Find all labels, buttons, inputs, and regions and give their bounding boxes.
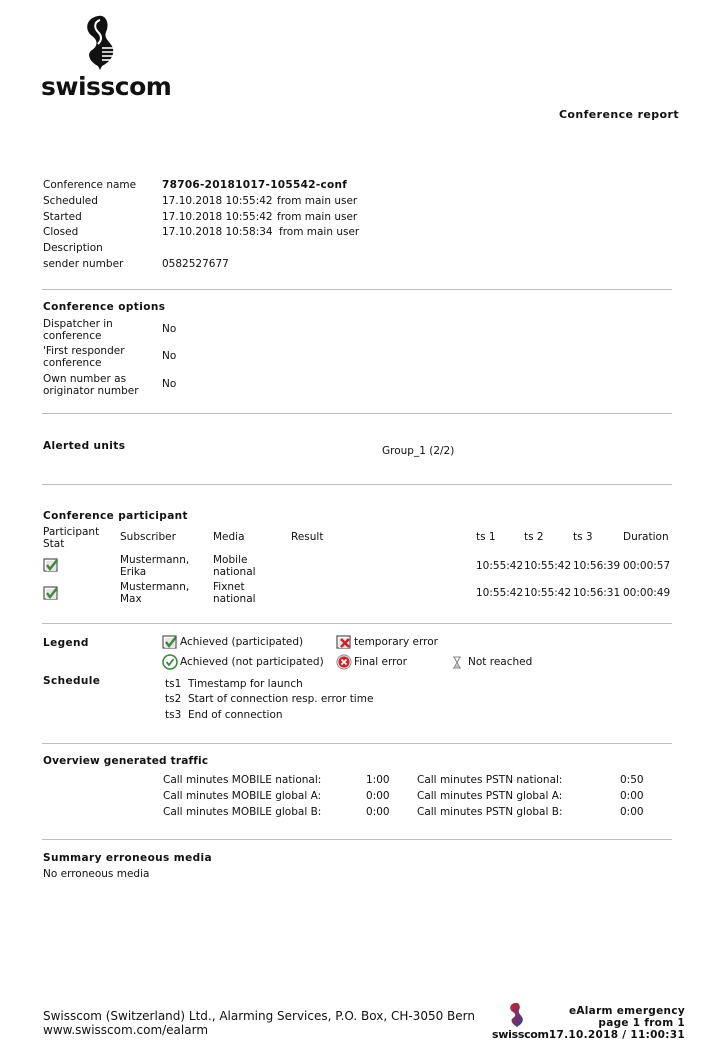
footer-url: www.swisscom.com/ealarm [43, 1023, 209, 1037]
divider [42, 484, 672, 485]
conference-name-value: 78706-20181017-105542-conf [162, 179, 348, 191]
media [213, 581, 256, 605]
traffic-pstn-global-a-label: Call minutes PSTN global A: [417, 790, 563, 802]
closed-value: 17.10.2018 10:58:34 [162, 226, 273, 238]
summary-text: No erroneous media [43, 868, 150, 880]
col-subscriber: Subscriber [120, 531, 176, 543]
started-label: Started [43, 211, 82, 223]
subscriber-name [120, 554, 189, 578]
started-value: 17.10.2018 10:55:42 [162, 211, 273, 223]
traffic-mobile-global-b-value: 0:00 [366, 806, 390, 818]
col-participant-status-line1: Participant [43, 526, 100, 538]
traffic-mobile-global-a-value: 0:00 [366, 790, 390, 802]
sender-number-label: sender number [43, 258, 124, 270]
media-line2: national [213, 593, 256, 605]
subscriber-name-line1: Mustermann, [120, 581, 190, 593]
footer-meta [549, 1005, 685, 1041]
closed-label: Closed [43, 226, 79, 238]
col-participant-status [43, 526, 99, 550]
subscriber-name-line2: Erika [120, 566, 147, 578]
footer-page: page 1 from 1 [598, 1017, 685, 1029]
legend-title: Legend [43, 637, 89, 649]
alerted-units-title: Alerted units [43, 440, 126, 452]
traffic-pstn-national-value: 0:50 [620, 774, 644, 786]
dispatcher-label-line2: conference [43, 330, 102, 342]
own-number-label-line2: originator number [43, 385, 139, 397]
ts3-value: 10:56:39 [573, 560, 621, 572]
first-responder-label [43, 345, 125, 369]
achieved-participated-icon [43, 557, 59, 573]
swisscom-lifeform-icon [506, 1002, 526, 1028]
media-line2: national [213, 566, 256, 578]
achieved-participated-icon [162, 634, 178, 650]
divider [42, 289, 672, 290]
scheduled-label: Scheduled [43, 195, 98, 207]
table-row [0, 580, 707, 606]
col-participant-status-line2: Stat [43, 538, 65, 550]
schedule-ts2: ts2 Start of connection resp. error time [165, 693, 374, 705]
traffic-title: Overview generated traffic [43, 755, 209, 767]
schedule-ts1: ts1 Timestamp for launch [165, 678, 303, 690]
ts1-value: 10:55:42 [476, 587, 524, 599]
ts3-value: 10:56:31 [573, 587, 621, 599]
swisscom-lifeform-icon [76, 12, 126, 74]
own-number-label [43, 373, 139, 397]
scheduled-by: from main user [277, 195, 358, 207]
closed-by: from main user [279, 226, 360, 238]
first-responder-value: No [162, 350, 177, 362]
divider [42, 743, 672, 744]
traffic-pstn-global-b-label: Call minutes PSTN global B: [417, 806, 563, 818]
schedule-ts3: ts3 End of connection [165, 709, 283, 721]
sender-number-value: 0582527677 [162, 258, 229, 270]
table-row [0, 553, 707, 579]
legend-final-error: Final error [354, 656, 407, 668]
dispatcher-value: No [162, 323, 177, 335]
own-number-value: No [162, 378, 177, 390]
divider [42, 413, 672, 414]
swisscom-logo [40, 12, 170, 102]
media [213, 554, 256, 578]
col-ts2: ts 2 [524, 531, 544, 543]
achieved-not-participated-icon [162, 654, 178, 670]
first-responder-label-line2: conference [43, 357, 102, 369]
subscriber-name-line1: Mustermann, [120, 554, 190, 566]
ts1-value: 10:55:42 [476, 560, 524, 572]
achieved-participated-icon [43, 585, 59, 601]
started-by: from main user [277, 211, 358, 223]
legend-achieved-not-participated: Achieved (not participated) [180, 656, 324, 668]
swisscom-wordmark: swisscom [41, 72, 172, 101]
footer-datetime: 17.10.2018 / 11:00:31 [548, 1029, 685, 1041]
subscriber-name-line2: Max [120, 593, 142, 605]
duration-value: 00:00:57 [623, 560, 671, 572]
traffic-pstn-national-label: Call minutes PSTN national: [417, 774, 563, 786]
ts2-value: 10:55:42 [524, 560, 572, 572]
hourglass-icon [451, 656, 463, 669]
col-duration: Duration [623, 531, 669, 543]
traffic-pstn-global-a-value: 0:00 [620, 790, 644, 802]
footer-address: Swisscom (Switzerland) Ltd., Alarming Services, P.O. Box, CH-3050 Bern [43, 1009, 475, 1023]
footer-product: eAlarm emergency [568, 1005, 685, 1017]
description-label: Description [43, 242, 103, 254]
own-number-label-line1: Own number as [43, 373, 127, 385]
conference-participant-title: Conference participant [43, 510, 188, 522]
col-ts1: ts 1 [476, 531, 496, 543]
duration-value: 00:00:49 [623, 587, 671, 599]
footer-logo [488, 1001, 549, 1043]
legend-not-reached: Not reached [468, 656, 533, 668]
traffic-pstn-global-b-value: 0:00 [620, 806, 644, 818]
legend-temporary-error: temporary error [354, 636, 438, 648]
col-media: Media [213, 531, 245, 543]
footer-wordmark: swisscom [492, 1028, 549, 1041]
legend-achieved-participated: Achieved (participated) [180, 636, 304, 648]
final-error-icon [336, 654, 352, 670]
alerted-group: Group_1 (2/2) [382, 445, 455, 457]
schedule-title: Schedule [43, 675, 101, 687]
summary-title: Summary erroneous media [43, 852, 213, 864]
col-ts3: ts 3 [573, 531, 593, 543]
traffic-mobile-national-label: Call minutes MOBILE national: [163, 774, 322, 786]
traffic-mobile-global-b-label: Call minutes MOBILE global B: [163, 806, 322, 818]
dispatcher-label [43, 318, 113, 342]
dispatcher-label-line1: Dispatcher in [43, 318, 113, 330]
traffic-mobile-national-value: 1:00 [366, 774, 390, 786]
divider [42, 839, 672, 840]
report-title: Conference report [558, 108, 679, 121]
ts2-value: 10:55:42 [524, 587, 572, 599]
subscriber-name [120, 581, 189, 605]
media-line1: Fixnet [213, 581, 245, 593]
divider [42, 623, 672, 624]
traffic-mobile-global-a-label: Call minutes MOBILE global A: [163, 790, 322, 802]
conference-options-title: Conference options [43, 301, 166, 313]
first-responder-label-line1: 'First responder [43, 345, 125, 357]
temporary-error-icon [336, 634, 352, 650]
col-result: Result [291, 531, 324, 543]
scheduled-value: 17.10.2018 10:55:42 [162, 195, 273, 207]
media-line1: Mobile [213, 554, 248, 566]
conference-name-label: Conference name [43, 179, 137, 191]
